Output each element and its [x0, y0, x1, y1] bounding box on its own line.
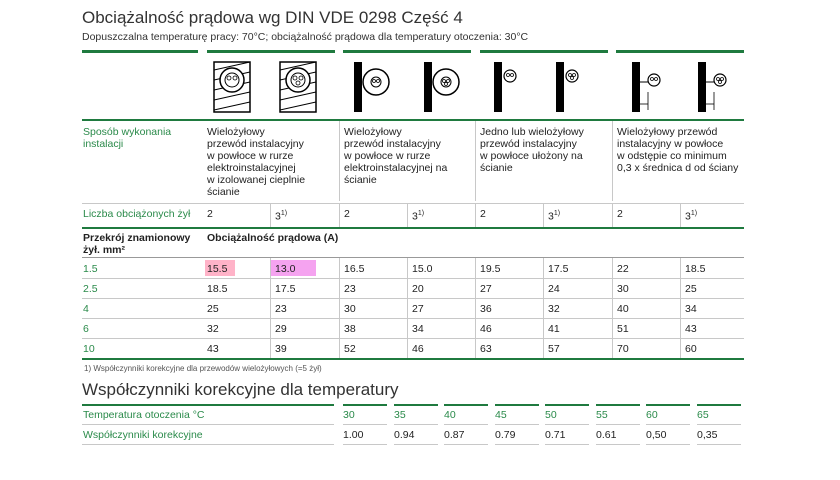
loaded-cores-cell: 3$^{1)}$ — [412, 210, 425, 223]
column-divider — [339, 338, 340, 358]
row-divider — [495, 424, 539, 425]
column-divider — [407, 318, 408, 338]
row-divider — [646, 444, 690, 445]
capacity-cell: 34 — [685, 303, 697, 315]
temperature-cell: 45 — [495, 409, 507, 421]
column-divider — [680, 318, 681, 338]
capacity-cell: 52 — [344, 343, 356, 355]
column-divider — [339, 298, 340, 318]
capacity-cell: 19.5 — [480, 263, 501, 275]
column-divider — [339, 318, 340, 338]
section-rule — [697, 404, 741, 406]
capacity-cell: 17.5 — [548, 263, 569, 275]
row-divider — [82, 278, 744, 279]
column-divider — [270, 258, 271, 278]
capacity-cell: 25 — [207, 303, 219, 315]
row-divider — [495, 444, 539, 445]
temp-label: Temperatura otoczenia °C — [83, 409, 205, 421]
column-divider — [612, 278, 613, 298]
column-divider — [612, 203, 613, 227]
cable-spaced-from-wall-3-core-icon — [696, 60, 750, 116]
row-divider — [697, 424, 741, 425]
capacity-cell: 18.5 — [207, 283, 228, 295]
row-divider — [82, 318, 744, 319]
capacity-cell: 17.5 — [275, 283, 296, 295]
column-divider — [543, 338, 544, 358]
column-divider — [475, 318, 476, 338]
column-divider — [407, 298, 408, 318]
section-rule — [343, 404, 387, 406]
loaded-cores-cell: 2 — [207, 208, 213, 220]
temperature-cell: 30 — [343, 409, 355, 421]
loaded-cores-cell: 2 — [617, 208, 623, 220]
cable-on-wall-3-core-icon — [554, 60, 608, 116]
temperature-cell: 60 — [646, 409, 658, 421]
column-divider — [270, 338, 271, 358]
method-description: Jedno lub wielożyłowy przewód instalacyjny w powłoce ułożony na ścianie — [480, 126, 584, 174]
capacity-cell: 30 — [344, 303, 356, 315]
row-divider — [394, 424, 438, 425]
section-rule — [394, 404, 438, 406]
capacity-cell: 22 — [617, 263, 629, 275]
footnote: 1) Współczynniki korekcyjne dla przewodów wielożyłowych (=5 żył) — [84, 364, 322, 373]
capacity-cell: 32 — [548, 303, 560, 315]
cross-section-label: Przekrój znamionowy żył. mm² — [83, 232, 191, 256]
cross-section-cell: 1.5 — [83, 263, 98, 275]
section-rule — [82, 227, 744, 229]
capacity-cell: 25 — [685, 283, 697, 295]
conduit-in-insulated-wall-3-core-icon — [278, 60, 332, 116]
column-divider — [270, 298, 271, 318]
row-divider — [82, 444, 334, 445]
column-divider — [612, 298, 613, 318]
capacity-cell: 46 — [412, 343, 424, 355]
method-description: Wielożyłowy przewód instalacyjny w powłoce w rurze elektroinstalacyjnej na ścianie — [344, 126, 448, 186]
column-divider — [339, 203, 340, 227]
capacity-cell: 18.5 — [685, 263, 706, 275]
capacity-cell: 27 — [412, 303, 424, 315]
row-divider — [82, 338, 744, 339]
column-divider — [339, 258, 340, 278]
column-divider — [680, 203, 681, 227]
row-divider — [697, 444, 741, 445]
row-divider — [82, 358, 744, 360]
capacity-cell: 15.0 — [412, 263, 433, 275]
row-divider — [343, 444, 387, 445]
loaded-cores-cell: 2 — [344, 208, 350, 220]
conduit-in-insulated-wall-icon — [212, 60, 266, 116]
cross-section-cell: 10 — [83, 343, 95, 355]
conduit-on-wall-3-core-icon — [422, 60, 476, 116]
column-divider — [543, 203, 544, 227]
column-divider — [612, 318, 613, 338]
row-divider — [545, 444, 589, 445]
factor-cell: 0.79 — [495, 429, 516, 441]
capacity-cell: 60 — [685, 343, 697, 355]
capacity-cell: 16.5 — [344, 263, 365, 275]
column-divider — [407, 203, 408, 227]
factor-cell: 0.94 — [394, 429, 415, 441]
column-divider — [475, 298, 476, 318]
row-divider — [394, 444, 438, 445]
header-rule — [480, 50, 608, 53]
row-divider — [343, 424, 387, 425]
row-divider — [596, 444, 640, 445]
column-divider — [475, 278, 476, 298]
capacity-cell: 30 — [617, 283, 629, 295]
factor-cell: 0,50 — [646, 429, 667, 441]
capacity-cell: 34 — [412, 323, 424, 335]
row-divider — [82, 298, 744, 299]
capacity-cell: 23 — [344, 283, 356, 295]
section-rule — [646, 404, 690, 406]
capacity-cell: 23 — [275, 303, 287, 315]
temperature-cell: 55 — [596, 409, 608, 421]
column-divider — [543, 258, 544, 278]
column-divider — [270, 318, 271, 338]
cross-section-cell: 6 — [83, 323, 89, 335]
capacity-cell: 43 — [685, 323, 697, 335]
capacity-cell: 24 — [548, 283, 560, 295]
capacity-cell: 20 — [412, 283, 424, 295]
factor-cell: 0.87 — [444, 429, 465, 441]
capacity-cell: 70 — [617, 343, 629, 355]
header-rule — [82, 50, 198, 53]
loaded-cores-cell: 3$^{1)}$ — [685, 210, 698, 223]
column-divider — [475, 258, 476, 278]
temperature-cell: 40 — [444, 409, 456, 421]
capacity-cell: 40 — [617, 303, 629, 315]
cable-on-wall-icon — [492, 60, 546, 116]
capacity-cell: 13.0 — [275, 263, 296, 275]
section-rule — [495, 404, 539, 406]
column-divider — [612, 338, 613, 358]
row-divider — [444, 424, 488, 425]
row-divider — [444, 444, 488, 445]
section-rule — [82, 404, 334, 406]
column-divider — [680, 338, 681, 358]
column-divider — [339, 121, 340, 201]
capacity-cell: 32 — [207, 323, 219, 335]
loaded-cores-cell: 2 — [480, 208, 486, 220]
section-rule — [545, 404, 589, 406]
temperature-cell: 35 — [394, 409, 406, 421]
column-divider — [680, 258, 681, 278]
capacity-cell: 29 — [275, 323, 287, 335]
column-divider — [475, 121, 476, 201]
factor-cell: 0.61 — [596, 429, 617, 441]
temperature-cell: 50 — [545, 409, 557, 421]
column-divider — [543, 278, 544, 298]
column-divider — [475, 203, 476, 227]
column-divider — [407, 258, 408, 278]
cross-section-cell: 4 — [83, 303, 89, 315]
capacity-cell: 63 — [480, 343, 492, 355]
column-divider — [680, 298, 681, 318]
row-divider — [646, 424, 690, 425]
capacity-cell: 27 — [480, 283, 492, 295]
header-rule — [343, 50, 471, 53]
loaded-cores-cell: 3$^{1)}$ — [275, 210, 288, 223]
method-description: Wielożyłowy przewód instalacyjny w powłoce w odstępie co minimum 0,3 x średnica d od ściany — [617, 126, 739, 174]
section-rule — [596, 404, 640, 406]
column-divider — [543, 318, 544, 338]
icons-rule — [82, 119, 744, 121]
column-divider — [612, 258, 613, 278]
capacity-cell: 43 — [207, 343, 219, 355]
loaded-cores-cell: 3$^{1)}$ — [548, 210, 561, 223]
method-description: Wielożyłowy przewód instalacyjny w powłoce w rurze elektroinstalacyjnej w izolowanej cieplnie ścianie — [207, 126, 306, 198]
cable-spaced-from-wall-icon — [630, 60, 684, 116]
column-divider — [475, 338, 476, 358]
column-divider — [270, 203, 271, 227]
header-rule — [207, 50, 335, 53]
factor-label: Współczynniki korekcyjne — [83, 429, 203, 441]
header-rule — [616, 50, 744, 53]
page-title: Obciążalność prądowa wg DIN VDE 0298 Część 4 — [82, 8, 463, 27]
cross-section-cell: 2.5 — [83, 283, 98, 295]
loaded-cores-label: Liczba obciążonych żył — [83, 208, 191, 220]
column-divider — [339, 278, 340, 298]
install-method-label: Sposób wykonania instalacji — [83, 126, 172, 150]
column-divider — [543, 298, 544, 318]
capacity-cell: 41 — [548, 323, 560, 335]
row-divider — [82, 424, 334, 425]
capacity-cell: 38 — [344, 323, 356, 335]
capacity-cell: 57 — [548, 343, 560, 355]
capacity-cell: 15.5 — [207, 263, 228, 275]
section-title: Współczynniki korekcyjne dla temperatury — [82, 380, 399, 399]
current-capacity-label: Obciążalność prądowa (A) — [207, 232, 339, 244]
capacity-cell: 51 — [617, 323, 629, 335]
conduit-on-wall-icon — [352, 60, 406, 116]
factor-cell: 0,35 — [697, 429, 718, 441]
capacity-cell: 36 — [480, 303, 492, 315]
column-divider — [407, 278, 408, 298]
row-divider — [82, 203, 744, 204]
page-subtitle: Dopuszczalna temperaturę pracy: 70°C; obciążalność prądowa dla temperatury otoczenia: 30°C — [82, 31, 529, 43]
column-divider — [407, 338, 408, 358]
row-divider — [82, 257, 744, 258]
column-divider — [270, 278, 271, 298]
column-divider — [612, 121, 613, 201]
factor-cell: 1.00 — [343, 429, 364, 441]
temperature-cell: 65 — [697, 409, 709, 421]
row-divider — [596, 424, 640, 425]
section-rule — [444, 404, 488, 406]
factor-cell: 0.71 — [545, 429, 566, 441]
column-divider — [680, 278, 681, 298]
capacity-cell: 39 — [275, 343, 287, 355]
capacity-cell: 46 — [480, 323, 492, 335]
row-divider — [545, 424, 589, 425]
